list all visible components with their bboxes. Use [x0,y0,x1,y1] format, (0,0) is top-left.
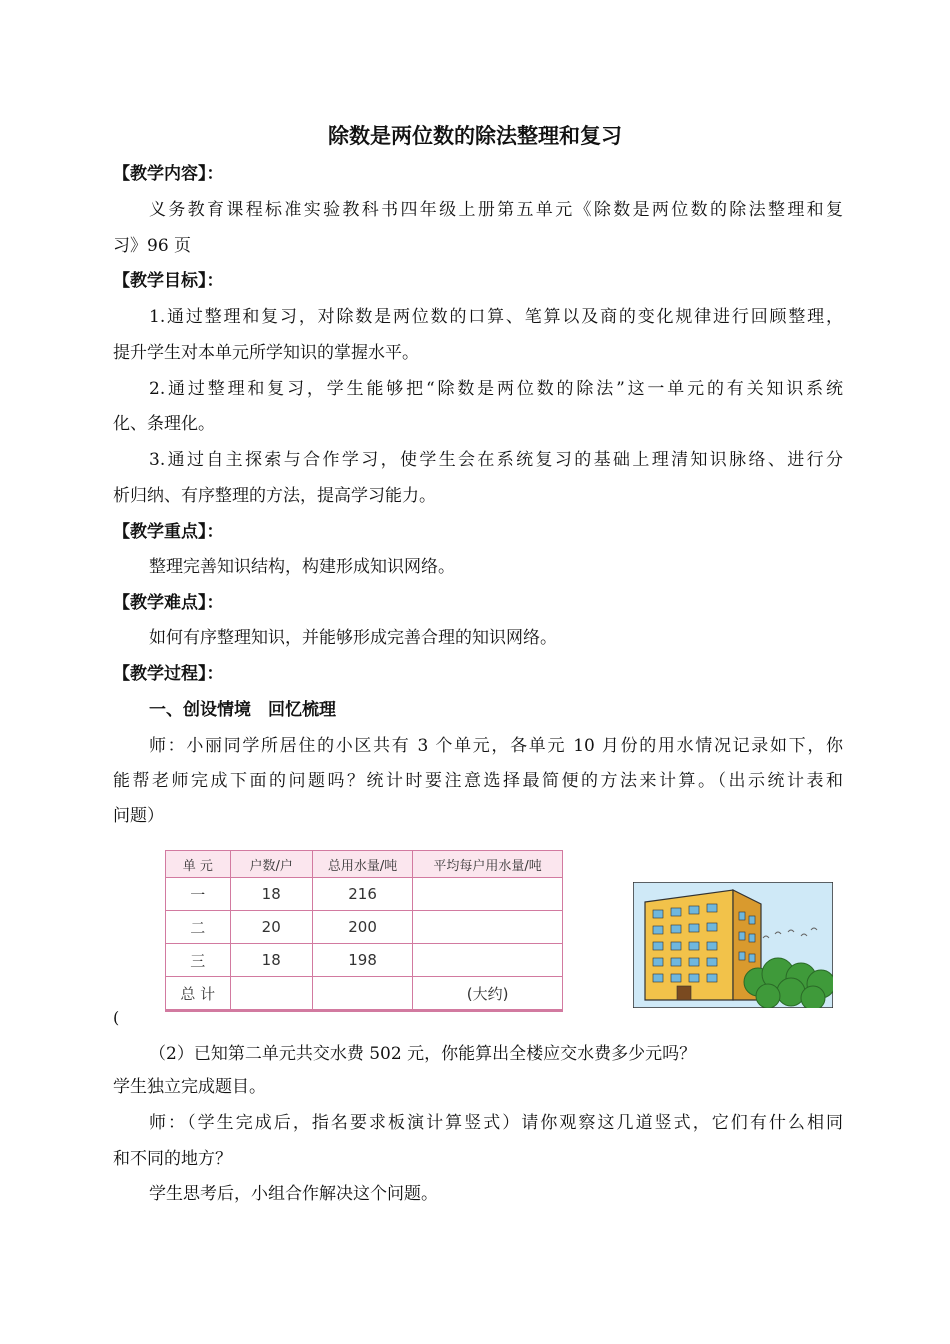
table-cell [312,977,412,1011]
table-cell [413,944,563,977]
paragraph-line: 师：小丽同学所居住的小区共有 3 个单元，各单元 10 月份的用水情况记录如下，你 [149,736,843,756]
step-heading: 一、创设情境 回忆梳理 [149,700,336,720]
table-cell: 三 [166,944,231,977]
table-cell: 198 [312,944,412,977]
paragraph-line: 2.通过整理和复习，学生能够把“除数是两位数的除法”这一单元的有关知识系统 [149,379,843,399]
section-heading-difficulty: 【教学难点】： [113,593,224,613]
water-usage-figure [165,838,565,1030]
paragraph-line: （2）已知第二单元共交水费 502 元，你能算出全楼应交水费多少元吗？ [149,1044,697,1064]
apartment-building-illustration [633,882,833,1008]
paragraph-line: 问题） [113,806,164,826]
table-header-cell: 总用水量/吨 [312,851,412,878]
paren-mark: ( [113,1008,120,1027]
paragraph-line: 析归纳、有序整理的方法，提高学习能力。 [113,486,436,506]
table-row [166,944,563,977]
table-header-row [166,851,563,878]
section-heading-process: 【教学过程】： [113,664,224,684]
paragraph-line: 化、条理化。 [113,414,215,434]
paragraph-line: 如何有序整理知识，并能够形成完善合理的知识网络。 [149,628,557,648]
table-cell [413,911,563,944]
paragraph-line: 师：（学生完成后，指名要求板演计算竖式）请你观察这几道竖式，它们有什么相同 [149,1113,843,1133]
table-header-cell: 单 元 [166,851,231,878]
paragraph-line: 学生独立完成题目。 [113,1077,266,1097]
table-cell: 216 [312,878,412,911]
paragraph-line: 整理完善知识结构，构建形成知识网络。 [149,557,455,577]
table-cell: 总 计 [166,977,231,1011]
table-cell [413,878,563,911]
paragraph-line: 和不同的地方？ [113,1149,232,1169]
table-header-cell: 户数/户 [230,851,312,878]
water-usage-table [165,850,563,1012]
table-cell: 18 [230,878,312,911]
table-cell [230,977,312,1011]
section-heading-key: 【教学重点】： [113,522,224,542]
section-heading-content: 【教学内容】： [113,164,224,184]
paragraph-line: 学生思考后，小组合作解决这个问题。 [149,1184,438,1204]
paragraph-line: 提升学生对本单元所学知识的掌握水平。 [113,343,419,363]
table-row [166,977,563,1011]
table-cell: (大约) [413,977,563,1011]
table-cell: 20 [230,911,312,944]
table-cell: 200 [312,911,412,944]
paragraph-line: 义务教育课程标准实验教科书四年级上册第五单元《除数是两位数的除法整理和复 [149,200,843,220]
document-title: 除数是两位数的除法整理和复习 [328,124,622,148]
table-row [166,911,563,944]
paragraph-line: 1.通过整理和复习，对除数是两位数的口算、笔算以及商的变化规律进行回顾整理， [149,307,843,327]
table-row [166,878,563,911]
paragraph-line: 3.通过自主探索与合作学习，使学生会在系统复习的基础上理清知识脉络、进行分 [149,450,843,470]
paragraph-line: 习》96 页 [113,236,192,256]
section-heading-goals: 【教学目标】： [113,271,224,291]
table-cell: 二 [166,911,231,944]
table-header-cell: 平均每户用水量/吨 [413,851,563,878]
table-cell: 18 [230,944,312,977]
paragraph-line: 能帮老师完成下面的问题吗？统计时要注意选择最简便的方法来计算。（出示统计表和 [113,771,843,791]
table-cell: 一 [166,878,231,911]
